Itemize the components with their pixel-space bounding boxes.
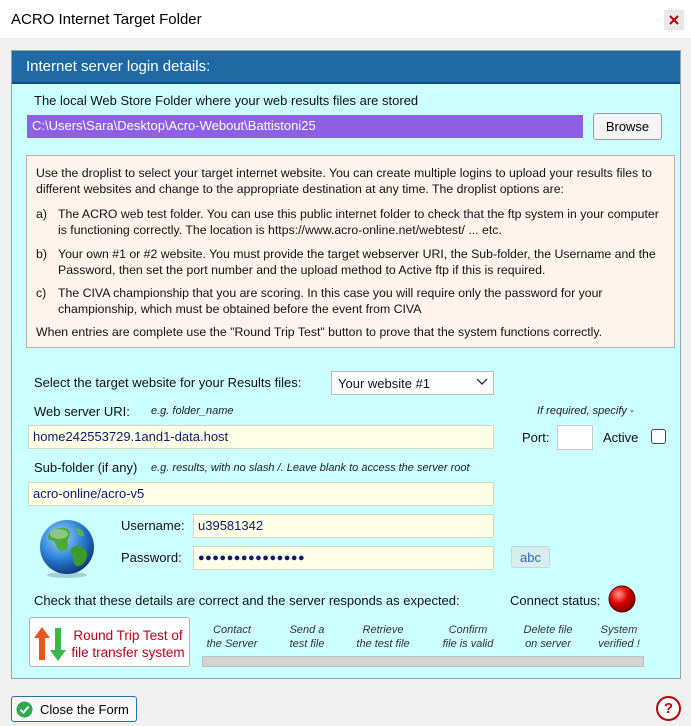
close-icon <box>669 13 679 28</box>
step-system-verified: System verified ! <box>598 624 640 650</box>
round-trip-line1: Round Trip Test of <box>73 628 183 643</box>
web-store-label: The local Web Store Folder where your web results files are stored <box>34 93 419 108</box>
login-panel <box>11 50 681 679</box>
show-password-button[interactable]: abc <box>511 546 550 568</box>
step-send-file: Send a test file <box>289 624 325 650</box>
uri-input[interactable]: home242553729.1and1-data.host <box>28 425 494 449</box>
help-button[interactable]: ? <box>656 696 681 721</box>
connect-status-label: Connect status: <box>510 593 601 608</box>
target-website-select[interactable]: Your website #1 <box>331 371 494 395</box>
window-title: ACRO Internet Target Folder <box>11 11 202 28</box>
round-trip-line2: file transfer system <box>71 645 185 660</box>
step-contact-server: Contact the Server <box>206 624 258 650</box>
username-input[interactable]: u39581342 <box>193 514 494 538</box>
step-retrieve-file: Retrieve the test file <box>356 624 410 650</box>
instruction-tag-c: c) <box>36 286 47 300</box>
browse-button[interactable]: Browse <box>593 113 662 140</box>
instruction-tag-a: a) <box>36 207 47 221</box>
active-label: Active <box>603 430 639 445</box>
port-label: Port: <box>522 430 550 445</box>
check-details-label: Check that these details are correct and the server responds as expected: <box>34 593 460 608</box>
required-hint: If required, specify - <box>537 405 634 417</box>
connect-status-indicator <box>608 585 636 613</box>
close-window-button[interactable] <box>664 10 684 30</box>
active-ftp-checkbox[interactable] <box>651 429 666 444</box>
round-trip-test-button[interactable] <box>29 617 190 667</box>
instruction-tag-b: b) <box>36 247 47 261</box>
target-website-label: Select the target website for your Results files: <box>34 375 302 390</box>
globe-icon <box>36 517 98 579</box>
step-delete-file: Delete file on server <box>523 624 573 650</box>
instructions-intro: Use the droplist to select your target internet website. You can create multiple logins to upload your results files to different websites and change to the appropriate destination at any time. The droplist options are: <box>36 166 652 196</box>
instruction-item-c: The CIVA championship that you are scoring. In this case you will require only the password for your championship, which must be obtained before the event from CIVA <box>58 286 603 316</box>
test-progress-bar <box>202 656 644 667</box>
uri-label: Web server URI: <box>34 404 130 419</box>
subfolder-hint: e.g. results, with no slash /. Leave blank to access the server root <box>151 462 470 474</box>
password-label: Password: <box>121 550 182 565</box>
uri-hint: e.g. folder_name <box>151 405 234 417</box>
checkmark-icon <box>16 701 33 718</box>
instructions-outro: When entries are complete use the "Round Trip Test" button to prove that the system functions correctly. <box>36 325 603 339</box>
instruction-item-b: Your own #1 or #2 website. You must provide the target webserver URI, the Sub-folder, the Username and the Password, then set the port number and the upload method to Active ftp if this is required. <box>58 247 656 277</box>
subfolder-label: Sub-folder (if any) <box>34 460 138 475</box>
password-input[interactable]: ●●●●●●●●●●●●●●● <box>193 546 494 570</box>
chevron-down-icon <box>476 375 488 390</box>
close-form-button[interactable] <box>11 696 137 722</box>
username-label: Username: <box>121 518 185 533</box>
step-confirm-file: Confirm file is valid <box>442 624 494 650</box>
web-store-path-field[interactable]: C:\Users\Sara\Desktop\Acro-Webout\Battistoni25 <box>27 115 583 138</box>
up-down-arrows-icon <box>33 626 67 665</box>
close-form-label: Close the Form <box>40 701 129 717</box>
subfolder-input[interactable]: acro-online/acro-v5 <box>28 482 494 506</box>
port-input[interactable] <box>557 425 593 450</box>
panel-header-title: Internet server login details: <box>26 58 211 75</box>
instruction-item-a: The ACRO web test folder. You can use this public internet folder to check that the ftp system in your computer is functioning correctly. The location is https://www.acro-online.net/webtest/ ... etc. <box>58 207 659 237</box>
